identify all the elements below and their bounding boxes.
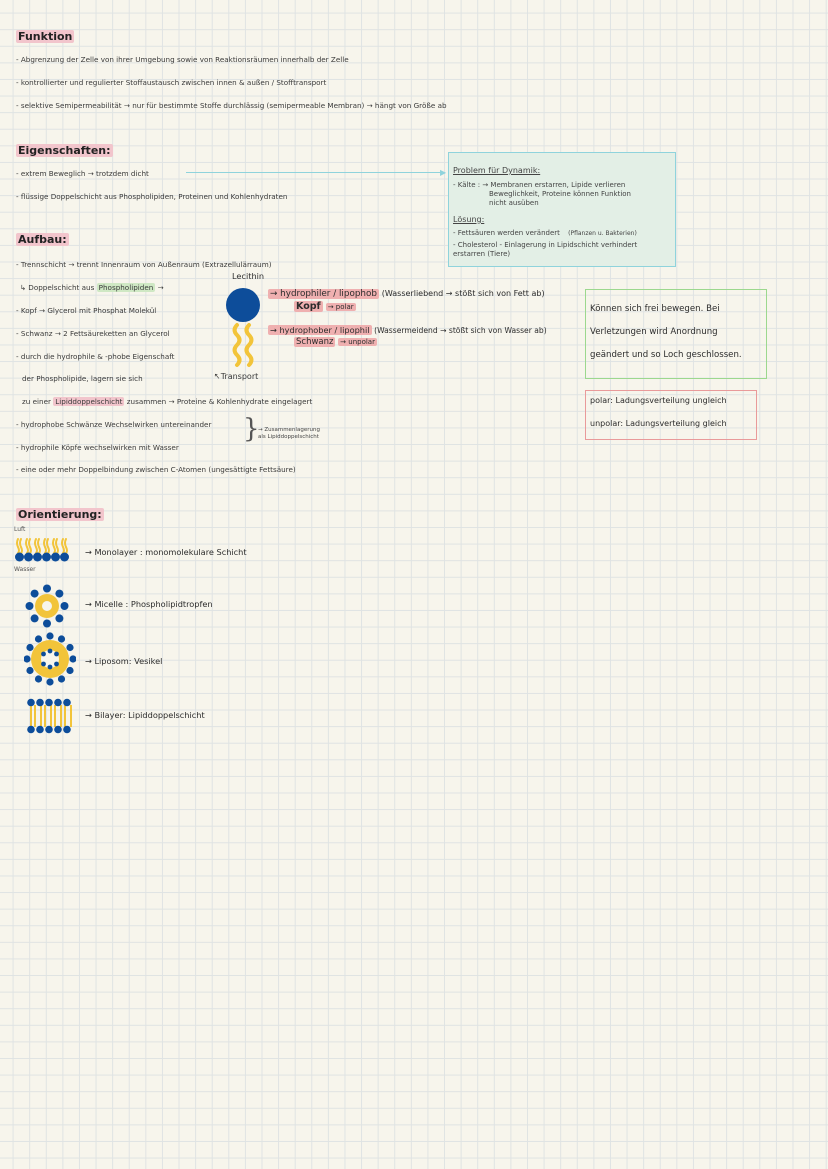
problem-solution-1: [453, 229, 637, 238]
aufbau-line-1: - Trennschicht → trennt Innenraum von Außenraum (Extrazellulärraum): [16, 260, 272, 269]
aufbau-heading-text: Aufbau:: [18, 233, 67, 246]
aufbau-phospholipiden-highlight: Phospholipiden: [98, 283, 154, 292]
molecule-tail-left: [235, 325, 240, 365]
problem-loesung-heading: Lösung:: [453, 215, 485, 224]
section-heading-orientierung: [16, 508, 104, 521]
liposom-label: → Liposom: Vesikel: [85, 656, 163, 666]
green-note-line-3: geändert und so Loch geschlossen.: [590, 350, 742, 360]
micelle-label: → Micelle : Phospholipidtropfen: [85, 599, 213, 609]
kopf-polar: → polar: [327, 303, 354, 311]
kopf-desc-highlight: → hydrophiler / lipophob: [270, 289, 377, 299]
problem-solution-1b: (Pflanzen u. Bakterien): [568, 230, 637, 237]
kopf-desc-detail: (Wasserliebend → stößt sich von Fett ab): [381, 289, 545, 298]
wasser-label: Wasser: [14, 566, 36, 573]
micelle-icon: [25, 584, 69, 628]
problem-kaelte-2: Beweglichkeit, Proteine können Funktion: [489, 190, 631, 198]
aufbau-line-8: - hydrophobe Schwänze Wechselwirken untereinander: [16, 420, 212, 429]
aufbau-line-5: - durch die hydrophile & -phobe Eigenschaft: [16, 352, 175, 361]
funktion-line-2: - kontrollierter und regulierter Stoffaustausch zwischen innen & außen / Stofftransport: [16, 78, 327, 87]
problem-kaelte-3: nicht ausüben: [489, 199, 539, 207]
lecithin-label: Lecithin: [232, 271, 265, 281]
orientierung-heading-text: Orientierung:: [18, 508, 102, 521]
liposom-icon: [24, 632, 76, 686]
kopf-label: Kopf: [296, 301, 321, 312]
transport-text: Transport: [220, 372, 259, 381]
green-note-line-1: Können sich frei bewegen. Bei: [590, 304, 720, 314]
problem-solution-3: erstarren (Tiere): [453, 250, 511, 258]
green-note-box: [585, 289, 767, 379]
brace-note-2: als Lipiddoppelschicht: [258, 434, 319, 440]
section-heading-funktion: [16, 30, 74, 43]
schwanz-label: Schwanz: [296, 337, 334, 347]
bilayer-icon: [26, 698, 76, 734]
aufbau-line-7: [22, 397, 312, 406]
transport-arrow-icon: ↑: [211, 370, 223, 383]
luft-label: Luft: [14, 526, 26, 533]
aufbau-line-2: [20, 283, 164, 292]
unpolar-definition: unpolar: Ladungsverteilung gleich: [590, 419, 727, 428]
aufbau-line-9: - hydrophile Köpfe wechselwirken mit Wasser: [16, 443, 179, 452]
eigenschaften-line-1: - extrem Beweglich → trotzdem dicht: [16, 169, 149, 178]
monolayer-label: → Monolayer : monomolekulare Schicht: [85, 547, 247, 557]
brace-note-1: → Zusammenlagerung: [258, 427, 320, 433]
problem-box: [448, 152, 676, 267]
transport-label: [211, 370, 259, 383]
section-heading-eigenschaften: [16, 144, 113, 157]
phospholipid-molecule-icon: [222, 285, 268, 375]
problem-solution-2: - Cholesterol - Einlagerung in Lipidschicht verhindert: [453, 241, 638, 249]
schwanz-label-row: [294, 337, 377, 347]
molecule-tail-right: [247, 325, 252, 365]
connector-arrowhead-icon: ▶: [440, 168, 447, 177]
aufbau-line-6: der Phospholipide, lagern sie sich: [22, 374, 143, 383]
green-note-line-2: Verletzungen wird Anordnung: [590, 327, 718, 337]
funktion-line-3: - selektive Semipermeabilität → nur für bestimmte Stoffe durchlässig (semipermeable Membran) → hängt von Größe ab: [16, 101, 447, 110]
connector-line: [186, 172, 444, 173]
aufbau-line-7a: zu einer: [22, 397, 51, 406]
kopf-label-row: [294, 301, 356, 312]
aufbau-line-2a: ↳ Doppelschicht aus: [20, 283, 95, 292]
schwanz-desc-detail: (Wassermeidend → stößt sich von Wasser ab): [374, 326, 547, 335]
problem-solution-1a: - Fettsäuren werden verändert: [453, 229, 560, 237]
problem-kaelte-1: - Kälte : → Membranen erstarren, Lipide verlieren: [453, 181, 626, 189]
molecule-head: [226, 288, 260, 322]
funktion-heading-text: Funktion: [18, 30, 73, 43]
aufbau-lipiddoppelschicht-highlight: Lipiddoppelschicht: [55, 397, 123, 406]
brace-note: [258, 427, 320, 441]
schwanz-desc-highlight: → hydrophober / lipophil: [270, 325, 370, 335]
polar-note-box: [585, 390, 757, 440]
schwanz-description: [268, 325, 547, 335]
kopf-description: [268, 289, 545, 299]
schwanz-unpolar: → unpolar: [340, 338, 375, 346]
eigenschaften-heading-text: Eigenschaften:: [18, 144, 111, 157]
monolayer-icon: [14, 537, 72, 563]
aufbau-line-3: - Kopf → Glycerol mit Phosphat Molekül: [16, 306, 157, 315]
aufbau-line-10: - eine oder mehr Doppelbindung zwischen C-Atomen (ungesättigte Fettsäure): [16, 465, 296, 474]
funktion-line-1: - Abgrenzung der Zelle von ihrer Umgebung sowie von Reaktionsräumen innerhalb der Zelle: [16, 55, 349, 64]
aufbau-line-4: - Schwanz → 2 Fettsäureketten an Glycerol: [16, 329, 170, 338]
curly-brace: }: [243, 414, 260, 444]
section-heading-aufbau: [16, 233, 69, 246]
aufbau-line-2c: →: [157, 283, 164, 292]
problem-box-title: Problem für Dynamik:: [453, 166, 541, 175]
aufbau-line-7c: zusammen → Proteine & Kohlenhydrate eingelagert: [126, 397, 313, 406]
eigenschaften-line-2: - flüssige Doppelschicht aus Phospholipiden, Proteinen und Kohlenhydraten: [16, 192, 288, 201]
polar-definition: polar: Ladungsverteilung ungleich: [590, 396, 727, 405]
bilayer-label: → Bilayer: Lipiddoppelschicht: [85, 710, 205, 720]
